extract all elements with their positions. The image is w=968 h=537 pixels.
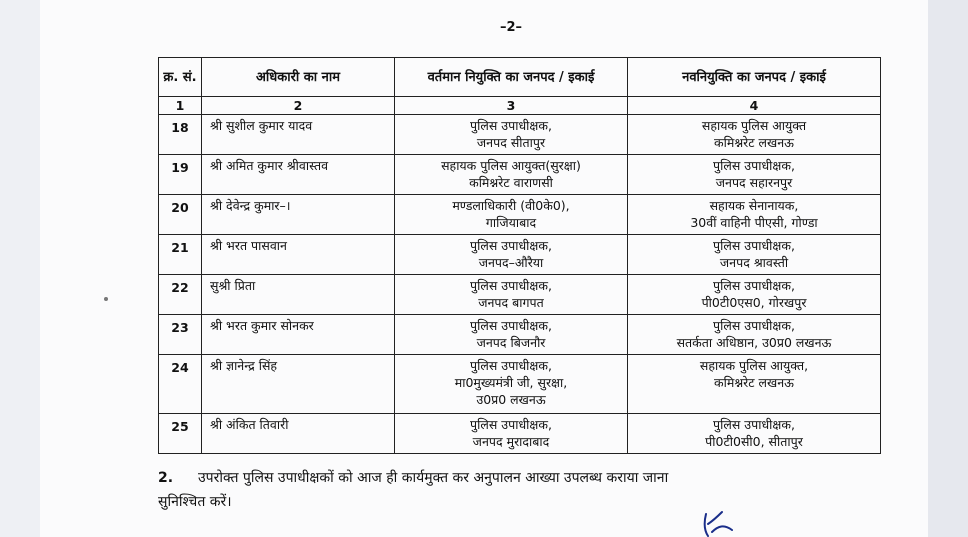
officer-name: श्री सुशील कुमार यादव	[202, 115, 395, 155]
serial-number: 22	[159, 275, 202, 315]
new-posting-line: पुलिस उपाधीक्षक,	[713, 238, 795, 253]
current-posting-line: जनपद–औरैया	[478, 255, 544, 270]
serial-number: 23	[159, 315, 202, 355]
current-posting-line: पुलिस उपाधीक्षक,	[470, 318, 552, 333]
page-number: –2–	[499, 20, 523, 35]
new-posting-line: सहायक सेनानायक,	[709, 198, 799, 213]
officer-name: श्री भरत कुमार सोनकर	[202, 315, 395, 355]
current-posting	[395, 275, 628, 315]
current-posting	[395, 414, 628, 454]
current-posting-line: जनपद सीतापुर	[476, 135, 546, 150]
new-posting-line: पुलिस उपाधीक्षक,	[713, 417, 795, 432]
current-posting	[395, 235, 628, 275]
paragraph-text: उपरोक्त पुलिस उपाधीक्षकों को आज ही कार्यमुक्त कर अनुपालन आख्या उपलब्ध कराया जाना	[198, 470, 669, 486]
serial-number: 21	[159, 235, 202, 275]
table-row	[159, 275, 881, 315]
current-posting-line: कमिश्नरेट वाराणसी	[469, 175, 553, 190]
current-posting-line: पुलिस उपाधीक्षक,	[470, 238, 552, 253]
new-posting-line: सहायक पुलिस आयुक्त	[701, 118, 807, 133]
current-posting-line: पुलिस उपाधीक्षक,	[470, 417, 552, 432]
table-row	[159, 115, 881, 155]
new-posting-line: पुलिस उपाधीक्षक,	[713, 318, 795, 333]
officer-name: श्री भरत पासवान	[202, 235, 395, 275]
signature-mark	[698, 510, 738, 537]
table-row	[159, 155, 881, 195]
current-posting-line: पुलिस उपाधीक्षक,	[470, 118, 552, 133]
column-number-row	[159, 97, 881, 115]
page-edge	[928, 0, 968, 537]
table-row	[159, 195, 881, 235]
new-posting-line: जनपद सहारनपुर	[715, 175, 793, 190]
paragraph-first-line	[158, 466, 880, 490]
serial-number: 24	[159, 355, 202, 414]
new-posting-line: पुलिस उपाधीक्षक,	[713, 158, 795, 173]
serial-number: 25	[159, 414, 202, 454]
punch-hole-mark	[104, 297, 108, 301]
new-posting	[628, 355, 881, 414]
current-posting-line: पुलिस उपाधीक्षक,	[470, 278, 552, 293]
officer-name: सुश्री प्रिता	[202, 275, 395, 315]
table-row	[159, 235, 881, 275]
current-posting	[395, 195, 628, 235]
current-posting-line: उ0प्र0 लखनऊ	[476, 392, 546, 407]
new-posting	[628, 275, 881, 315]
transfer-table	[158, 57, 881, 454]
current-posting-line: जनपद बागपत	[478, 295, 544, 310]
current-posting-line: सहायक पुलिस आयुक्त(सुरक्षा)	[441, 158, 581, 173]
column-number: 4	[628, 97, 881, 115]
column-number: 1	[159, 97, 202, 115]
officer-name: श्री अमित कुमार श्रीवास्तव	[202, 155, 395, 195]
serial-number: 18	[159, 115, 202, 155]
table-row	[159, 414, 881, 454]
header-officer-name: अधिकारी का नाम	[202, 58, 395, 97]
current-posting	[395, 355, 628, 414]
table-row	[159, 315, 881, 355]
column-number: 2	[202, 97, 395, 115]
new-posting-line: सतर्कता अधिष्ठान, उ0प्र0 लखनऊ	[676, 335, 832, 350]
new-posting	[628, 235, 881, 275]
header-serial: क्र. सं.	[159, 58, 202, 97]
new-posting-line: 30वीं वाहिनी पीएसी, गोण्डा	[690, 215, 818, 230]
current-posting	[395, 315, 628, 355]
serial-number: 20	[159, 195, 202, 235]
new-posting	[628, 155, 881, 195]
header-row	[159, 58, 881, 97]
current-posting	[395, 115, 628, 155]
current-posting-line: मण्डलाधिकारी (वी0के0),	[452, 198, 570, 213]
new-posting	[628, 115, 881, 155]
instruction-paragraph	[158, 466, 880, 514]
new-posting	[628, 315, 881, 355]
new-posting	[628, 414, 881, 454]
table-row	[159, 355, 881, 414]
current-posting-line: मा0मुख्यमंत्री जी, सुरक्षा,	[454, 375, 568, 390]
current-posting-line: पुलिस उपाधीक्षक,	[470, 358, 552, 373]
current-posting	[395, 155, 628, 195]
officer-name: श्री देवेन्द्र कुमार–।	[202, 195, 395, 235]
paragraph-number: 2.	[158, 470, 174, 486]
paragraph-second-line: सुनिश्चित करें।	[158, 494, 232, 510]
new-posting-line: कमिश्नरेट लखनऊ	[714, 375, 794, 390]
new-posting-line: जनपद श्रावस्ती	[719, 255, 789, 270]
officer-name: श्री अंकित तिवारी	[202, 414, 395, 454]
new-posting-line: पी0टी0सी0, सीतापुर	[705, 434, 803, 449]
new-posting-line: कमिश्नरेट लखनऊ	[714, 135, 794, 150]
new-posting-line: पुलिस उपाधीक्षक,	[713, 278, 795, 293]
new-posting	[628, 195, 881, 235]
header-new-posting: नवनियुक्ति का जनपद / इकाई	[628, 58, 881, 97]
header-current-posting: वर्तमान नियुक्ति का जनपद / इकाई	[395, 58, 628, 97]
column-number: 3	[395, 97, 628, 115]
current-posting-line: जनपद मुरादाबाद	[472, 434, 550, 449]
new-posting-line: सहायक पुलिस आयुक्त,	[699, 358, 809, 373]
new-posting-line: पी0टी0एस0, गोरखपुर	[701, 295, 807, 310]
current-posting-line: गाजियाबाद	[485, 215, 537, 230]
serial-number: 19	[159, 155, 202, 195]
officer-name: श्री ज्ञानेन्द्र सिंह	[202, 355, 395, 414]
current-posting-line: जनपद बिजनौर	[476, 335, 546, 350]
